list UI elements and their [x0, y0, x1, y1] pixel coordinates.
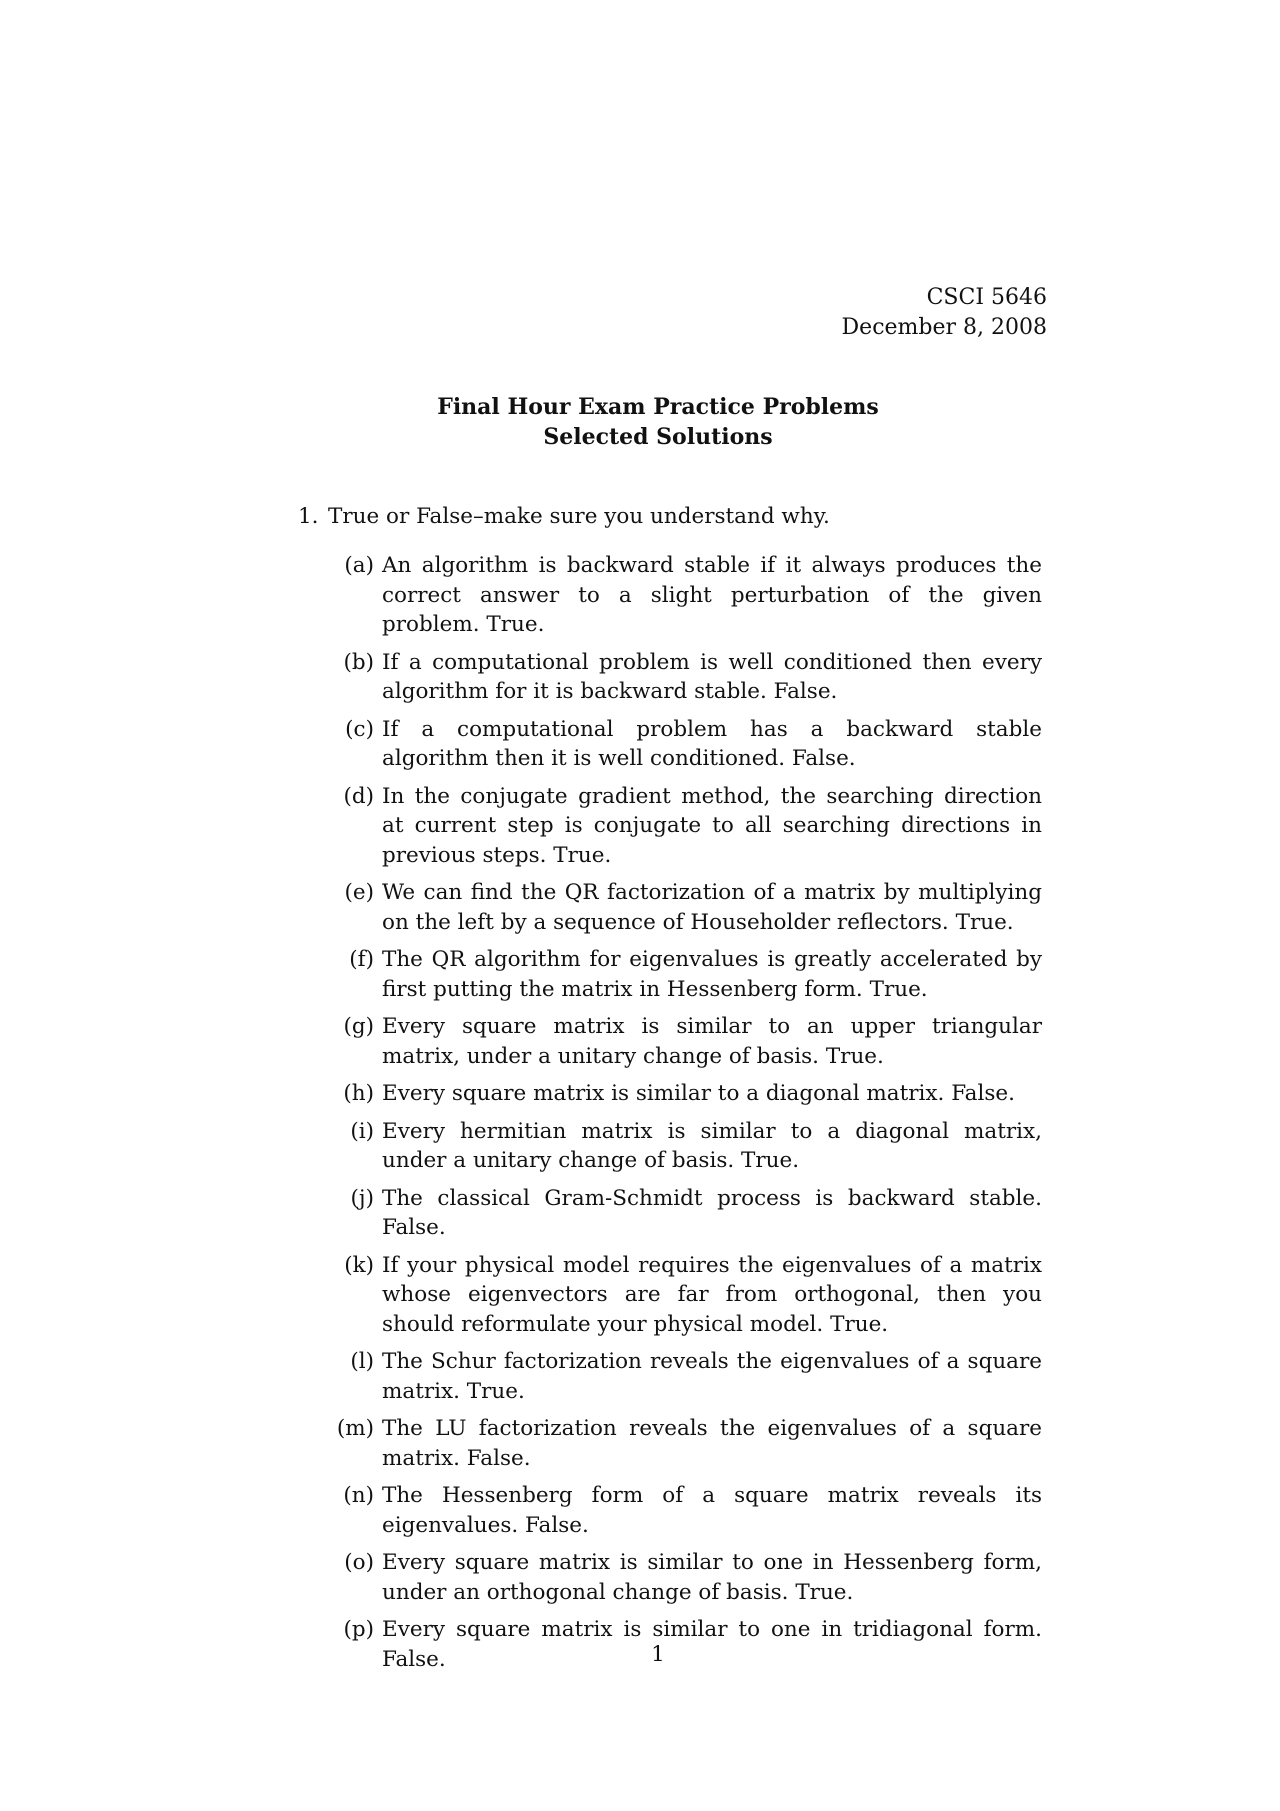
item-text: The classical Gram-Schmidt process is backward stable. False.	[382, 1185, 1042, 1240]
item-label: (b)	[343, 649, 374, 675]
item-label: (o)	[344, 1550, 374, 1575]
header-block	[842, 283, 1047, 343]
list-item	[330, 1117, 1042, 1176]
list-item	[330, 648, 1042, 707]
list-item	[330, 1012, 1042, 1071]
document-title	[0, 392, 1280, 452]
item-text: If a computational problem is well conditioned then every algorithm for it is backward stable. False.	[382, 649, 1042, 704]
item-label: (n)	[343, 1483, 374, 1508]
item-label: (d)	[343, 783, 374, 809]
list-item	[330, 782, 1042, 871]
list-item	[330, 551, 1042, 640]
item-label: (m)	[336, 1416, 374, 1441]
item-label: (k)	[344, 1252, 374, 1278]
question-number: 1.	[298, 504, 319, 529]
list-item	[330, 1481, 1042, 1540]
list-item	[330, 1184, 1042, 1243]
item-label: (e)	[344, 880, 374, 905]
item-text: We can find the QR factorization of a matrix by multiplying on the left by a sequence of Householder reflectors. True.	[382, 880, 1042, 935]
item-label: (c)	[345, 716, 374, 742]
list-item	[330, 1347, 1042, 1406]
item-label: (f)	[349, 947, 374, 972]
item-text: If your physical model requires the eigenvalues of a matrix whose eigenvectors are far from orthogonal, then you should reformulate your physical model. True.	[382, 1252, 1042, 1337]
item-label: (g)	[343, 1014, 374, 1039]
item-text: The LU factorization reveals the eigenvalues of a square matrix. False.	[382, 1416, 1042, 1471]
item-text: If a computational problem has a backward stable algorithm then it is well conditioned. False.	[382, 716, 1042, 771]
course-code: CSCI 5646	[926, 285, 1047, 310]
item-text: An algorithm is backward stable if it always produces the correct answer to a slight perturbation of the given problem. True.	[382, 553, 1042, 637]
item-text: Every square matrix is similar to one in Hessenberg form, under an orthogonal change of basis. True.	[382, 1550, 1042, 1605]
item-label: (p)	[343, 1617, 374, 1642]
item-text: The Schur factorization reveals the eigenvalues of a square matrix. True.	[382, 1349, 1042, 1404]
header-date: December 8, 2008	[841, 315, 1047, 340]
list-item	[330, 1079, 1042, 1109]
title-line-2: Selected Solutions	[543, 424, 773, 450]
true-false-list	[330, 551, 1042, 1682]
item-label: (j)	[350, 1185, 374, 1211]
item-label: (l)	[350, 1349, 374, 1374]
item-text: Every hermitian matrix is similar to a diagonal matrix, under a unitary change of basis. True.	[382, 1118, 1042, 1173]
list-item	[330, 945, 1042, 1004]
item-text: The Hessenberg form of a square matrix reveals its eigenvalues. False.	[382, 1483, 1042, 1538]
question-1	[298, 502, 1058, 532]
list-item	[330, 1548, 1042, 1607]
page-number: 1	[651, 1642, 665, 1667]
item-label: (a)	[344, 553, 374, 578]
list-item	[330, 1414, 1042, 1473]
title-line-1: Final Hour Exam Practice Problems	[437, 394, 879, 420]
item-text: Every square matrix is similar to a diagonal matrix. False.	[382, 1081, 1015, 1106]
list-item	[330, 715, 1042, 774]
question-prompt: True or False–make sure you understand why.	[328, 504, 830, 529]
list-item	[330, 878, 1042, 937]
item-label: (h)	[343, 1081, 374, 1106]
item-text: Every square matrix is similar to one in tridiagonal form. False.	[382, 1617, 1042, 1672]
item-label: (i)	[350, 1118, 374, 1144]
item-text: Every square matrix is similar to an upper triangular matrix, under a unitary change of basis. True.	[382, 1014, 1042, 1069]
item-text: In the conjugate gradient method, the searching direction at current step is conjugate to all searching directions in previous steps. True.	[382, 783, 1042, 868]
item-text: The QR algorithm for eigenvalues is greatly accelerated by first putting the matrix in Hessenberg form. True.	[382, 947, 1042, 1002]
list-item	[330, 1251, 1042, 1340]
